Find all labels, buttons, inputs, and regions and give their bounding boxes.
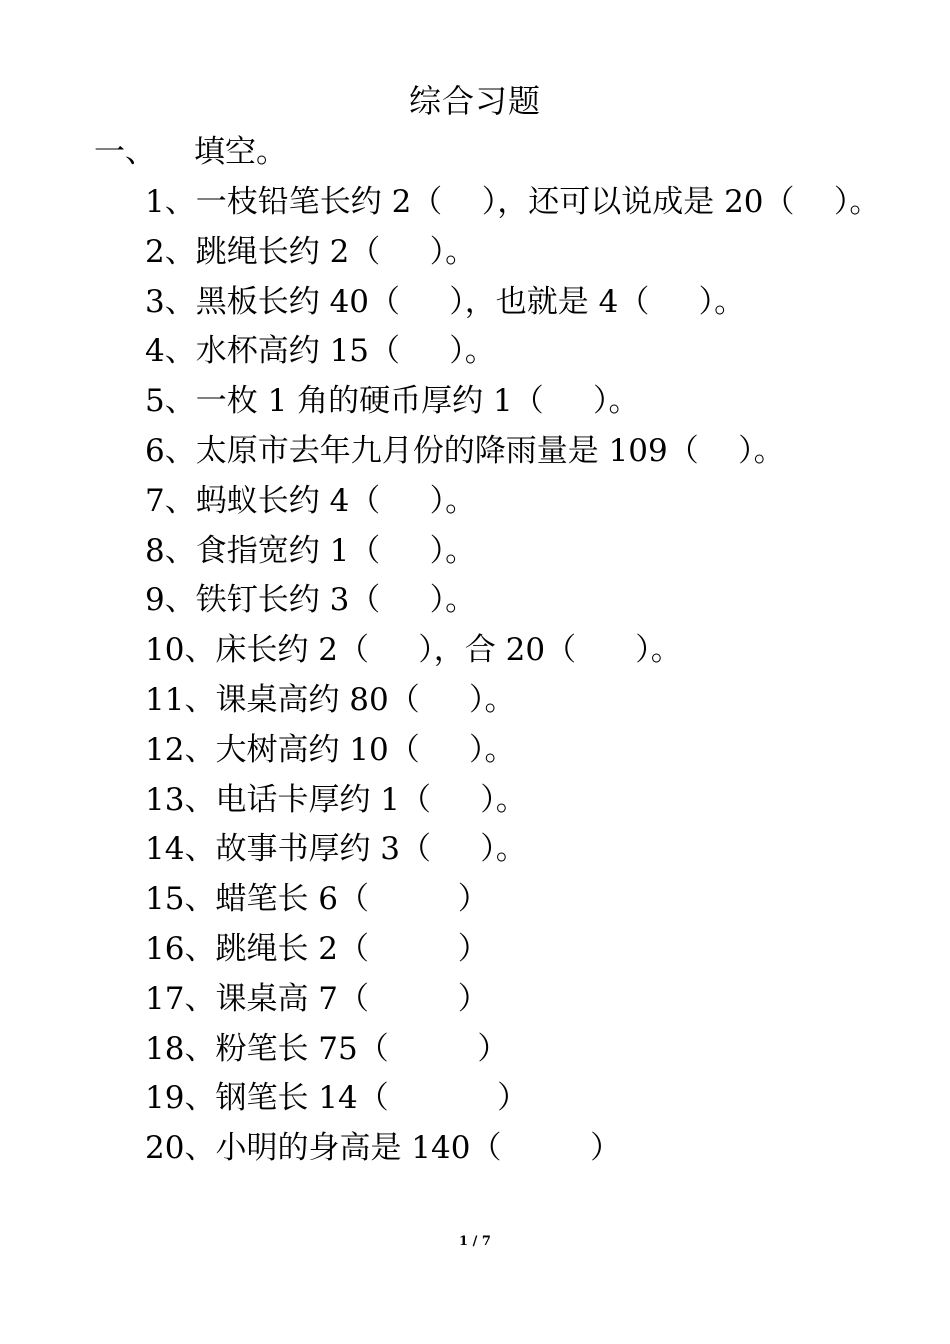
question-item: 18、粉笔长 75（ ） bbox=[145, 1030, 509, 1067]
question-list bbox=[145, 178, 945, 1174]
page-indicator: 1 / 7 bbox=[459, 1234, 491, 1249]
question-item: 1、一枝铅笔长约 2（ ），还可以说成是 20（ ）。 bbox=[145, 184, 881, 220]
question-item: 10、床长约 2（ ），合 20（ ）。 bbox=[145, 632, 682, 669]
question-item: 8、食指宽约 1（ ）。 bbox=[145, 532, 477, 569]
question-item: 3、黑板长约 40（ ），也就是 4（ ）。 bbox=[145, 283, 746, 320]
question-item: 4、水杯高约 15（ ）。 bbox=[145, 333, 496, 370]
document-title: 综合习题 bbox=[408, 82, 541, 120]
question-item: 15、蜡笔长 6（ ） bbox=[145, 881, 489, 918]
question-item: 6、太原市去年九月份的降雨量是 109（ ）。 bbox=[145, 432, 785, 469]
section-number: 一、 bbox=[94, 134, 156, 170]
question-item: 12、大树高约 10（ ）。 bbox=[145, 731, 516, 768]
question-item: 7、蚂蚁长约 4（ ）。 bbox=[145, 482, 477, 519]
question-item: 11、课桌高约 80（ ）。 bbox=[145, 681, 516, 718]
question-item: 13、电话卡厚约 1（ ）。 bbox=[145, 781, 527, 818]
section-label: 填空。 bbox=[194, 134, 287, 170]
question-item: 9、铁钉长约 3（ ）。 bbox=[145, 582, 477, 619]
question-item: 5、一枚 1 角的硬币厚约 1（ ）。 bbox=[145, 383, 640, 420]
question-item: 16、跳绳长 2（ ） bbox=[145, 930, 489, 967]
question-item: 20、小明的身高是 140（ ） bbox=[145, 1130, 622, 1167]
section-heading bbox=[94, 130, 287, 174]
question-item: 14、故事书厚约 3（ ）。 bbox=[145, 831, 527, 868]
question-item: 2、跳绳长约 2（ ）。 bbox=[145, 233, 477, 270]
question-item: 19、钢笔长 14（ ） bbox=[145, 1080, 529, 1117]
question-item: 17、课桌高 7（ ） bbox=[145, 980, 489, 1017]
